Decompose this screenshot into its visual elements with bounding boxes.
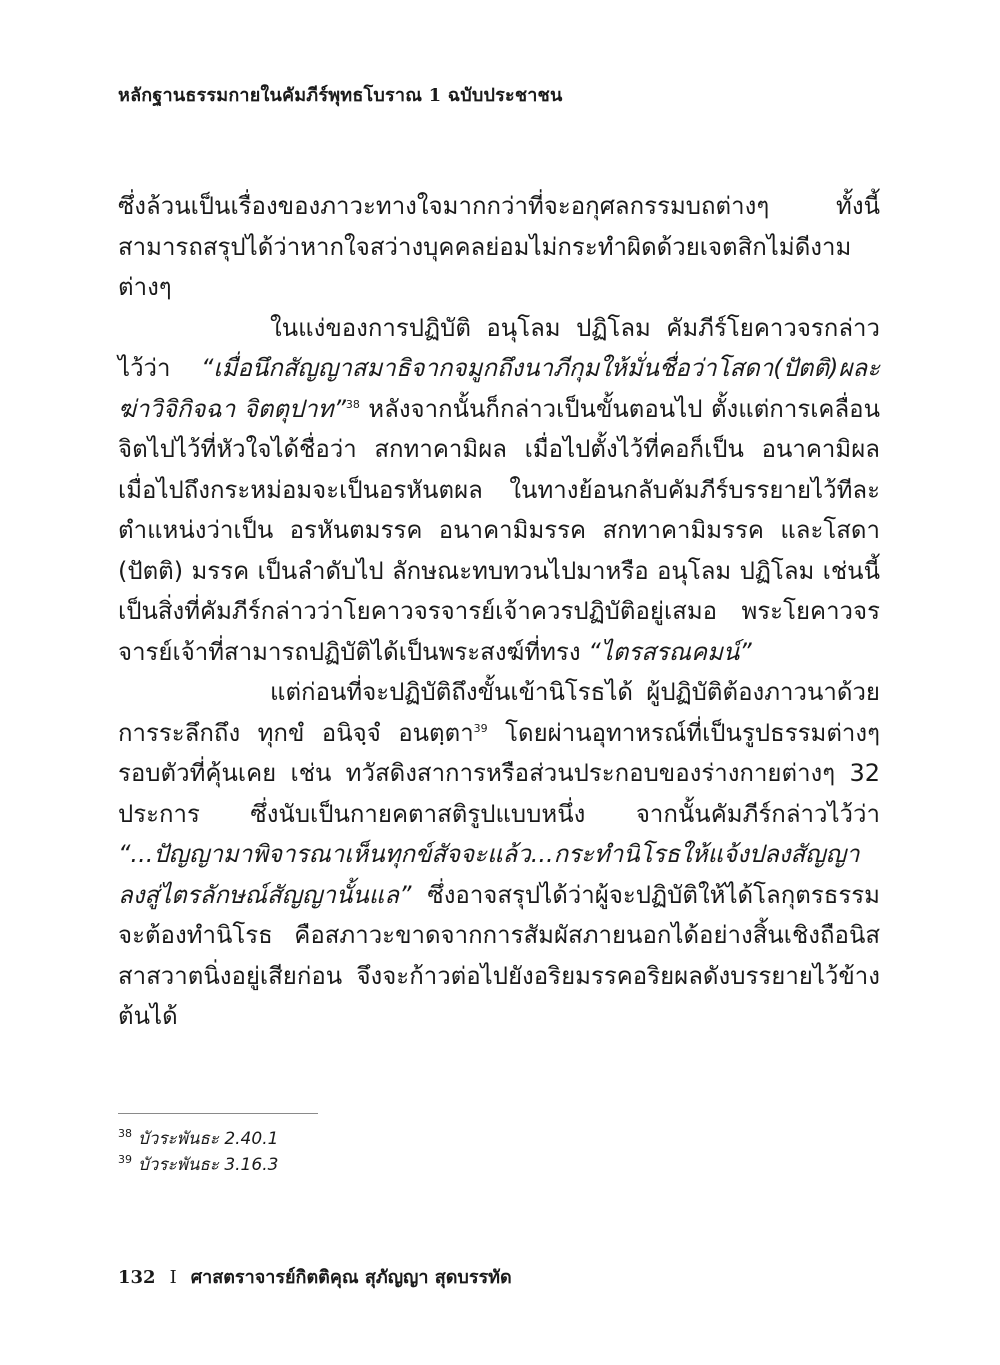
paragraph-1: ซึ่งล้วนเป็นเรื่องของภาวะทางใจมากกว่าที่จะอกุศลกรรมบถต่างๆ ทั้งนี้สามารถสรุปได้ว่าหากใจสว่างบุคคลย่อมไม่กระทำผิดด้วยเจตสิกไม่ดีงามต่างๆ [118,192,880,301]
footnote-ref-39: 39 [473,721,488,735]
quote-traisaranakhom: “ไตรสรณคมน์” [588,637,752,666]
quote-panya: “...ปัญญามาพิจารณาเห็นทุกข์สัจจะแล้ว...กระทำนิโรธให้แจ้งปลงสัญญาลงสู่ไตรลักษณ์สัญญานั้นแล” [118,840,860,909]
footnote-text: บัวระพันธะ 3.16.3 [138,1155,279,1175]
footer-author: ศาสตราจารย์กิตติคุณ สุภัญญา สุดบรรทัด [190,1267,512,1288]
footnote-ref-38: 38 [345,397,360,411]
quote-sanna-samadhi: “เมื่อนึกสัญญาสมาธิจากจมูกถึงนาภีกุมให้มั่นชื่อว่าโสดา(ปัตติ)ผละ ฆ่าวิจิกิจฉา จิตตุปาท” [118,354,880,423]
running-header: หลักฐานธรรมกายในคัมภีร์พุทธโบราณ 1 ฉบับประชาชน [118,85,563,106]
paragraph-2-text-a: ในแง่ของการปฏิบัติ อนุโลม ปฏิโลม คัมภีร์โยคาวจรกล่าวไว้ว่า [118,313,880,382]
page-number: 132 [118,1267,156,1288]
footer-separator: I [169,1267,177,1288]
paragraph-2 [118,308,880,673]
paragraph-3-text-a: แต่ก่อนที่จะปฏิบัติถึงขั้นเข้านิโรธได้ ผู้ปฏิบัติต้องภาวนาด้วยการระลึกถึง ทุกขํ อนิจฺจํ อนตฺตา [118,678,880,747]
paragraph-2-text-b: หลังจากนั้นก็กล่าวเป็นขั้นตอนไป ตั้งแต่การเคลื่อนจิตไปไว้ที่หัวใจได้ชื่อว่า สกทาคามิผล เมื่อไปตั้งไว้ที่คอก็เป็น อนาคามิผล เมื่อไปถึงกระหม่อมจะเป็นอรหันตผล ในทางย้อนกลับคัมภีร์บรรยายไว้ทีละตำแหน่งว่าเป็น อรหันตมรรค อนาคามิมรรค สกทาคามิมรรค และโสดา (ปัตติ) มรรค เป็นลำดับไป ลักษณะทบทวนไปมาหรือ อนุโลม ปฏิโลม เช่นนี้เป็นสิ่งที่คัมภีร์กล่าวว่าโยคาวจรจารย์เจ้าควรปฏิบัติอยู่เสมอ พระโยคาวจรจารย์เจ้าที่สามารถปฏิบัติได้เป็นพระสงฆ์ที่ทรง [118,394,880,666]
page-footer [118,1262,512,1291]
main-text [118,186,880,1037]
footnote-divider [118,1113,318,1114]
footnote-number: 39 [118,1153,132,1167]
paragraph-3-text-b: โดยผ่านอุทาหรณ์ที่เป็นรูปธรรมต่างๆ รอบตัวที่คุ้นเคย เช่น ทวัสดิงสาการหรือส่วนประกอบของร่างกายต่างๆ 32 ประการ ซึ่งนับเป็นกายคตาสติรูปแบบหนึ่ง จากนั้นคัมภีร์กล่าวไว้ว่า [118,718,880,828]
footnote-number: 38 [118,1127,132,1141]
paragraph-3 [118,672,880,1037]
footnotes [118,1126,278,1178]
paragraph-3-text-c: ซึ่งอาจสรุปได้ว่าผู้จะปฏิบัติให้ได้โลกุตรธรรมจะต้องทำนิโรธ คือสภาวะขาดจากการสัมผัสภายนอกได้อย่างสิ้นเชิงถือนิสสาสวาตนิ่งอยู่เสียก่อน จึงจะก้าวต่อไปยังอริยมรรคอริยผลดังบรรยายไว้ข้างต้นได้ [118,880,880,1030]
footnote-39 [118,1152,278,1178]
footnote-38 [118,1126,278,1152]
footnote-text: บัวระพันธะ 2.40.1 [138,1129,279,1149]
